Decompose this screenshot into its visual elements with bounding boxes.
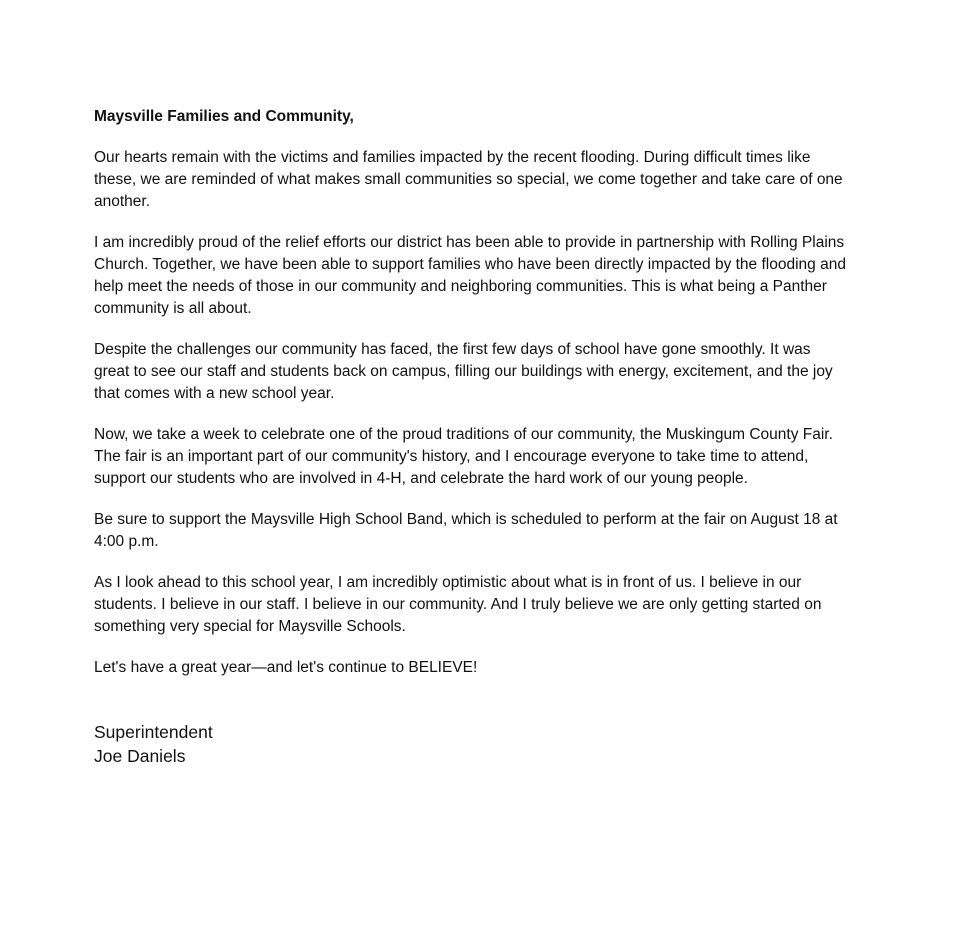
paragraph-school-start: Despite the challenges our community has faced, the first few days of school have gone smoothly. It was great to see our staff and students back on campus, filling our buildings with energy, excitement, and the joy that comes with a new school year.: [94, 341, 833, 402]
signature-title: Superintendent: [94, 722, 213, 742]
closing-line: Let's have a great year—and let's continue to BELIEVE!: [94, 659, 478, 676]
letter: [94, 106, 850, 768]
paragraph-optimism: As I look ahead to this school year, I am incredibly optimistic about what is in front of us. I believe in our students. I believe in our staff. I believe in our community. And I truly believe we are only getting started on something very special for Maysville Schools.: [94, 574, 822, 635]
signature-name: Joe Daniels: [94, 746, 186, 766]
paragraph-relief-efforts: I am incredibly proud of the relief efforts our district has been able to provide in partnership with Rolling Plains Church. Together, we have been able to support families who have been directly impacted by the flooding and help meet the needs of those in our community and neighboring communities. This is what being a Panther community is all about.: [94, 234, 846, 317]
signature-block: [94, 720, 850, 768]
paragraph-county-fair: Now, we take a week to celebrate one of the proud traditions of our community, the Muskingum County Fair. The fair is an important part of our community's history, and I encourage everyone to take time to attend, support our students who are involved in 4-H, and celebrate the hard work of our young people.: [94, 426, 833, 487]
salutation: Maysville Families and Community,: [94, 108, 354, 125]
paragraph-band: Be sure to support the Maysville High School Band, which is scheduled to perform at the fair on August 18 at 4:00 p.m.: [94, 511, 838, 550]
paragraph-flooding: Our hearts remain with the victims and families impacted by the recent flooding. During difficult times like these, we are reminded of what makes small communities so special, we come together and take care of one another.: [94, 149, 843, 210]
